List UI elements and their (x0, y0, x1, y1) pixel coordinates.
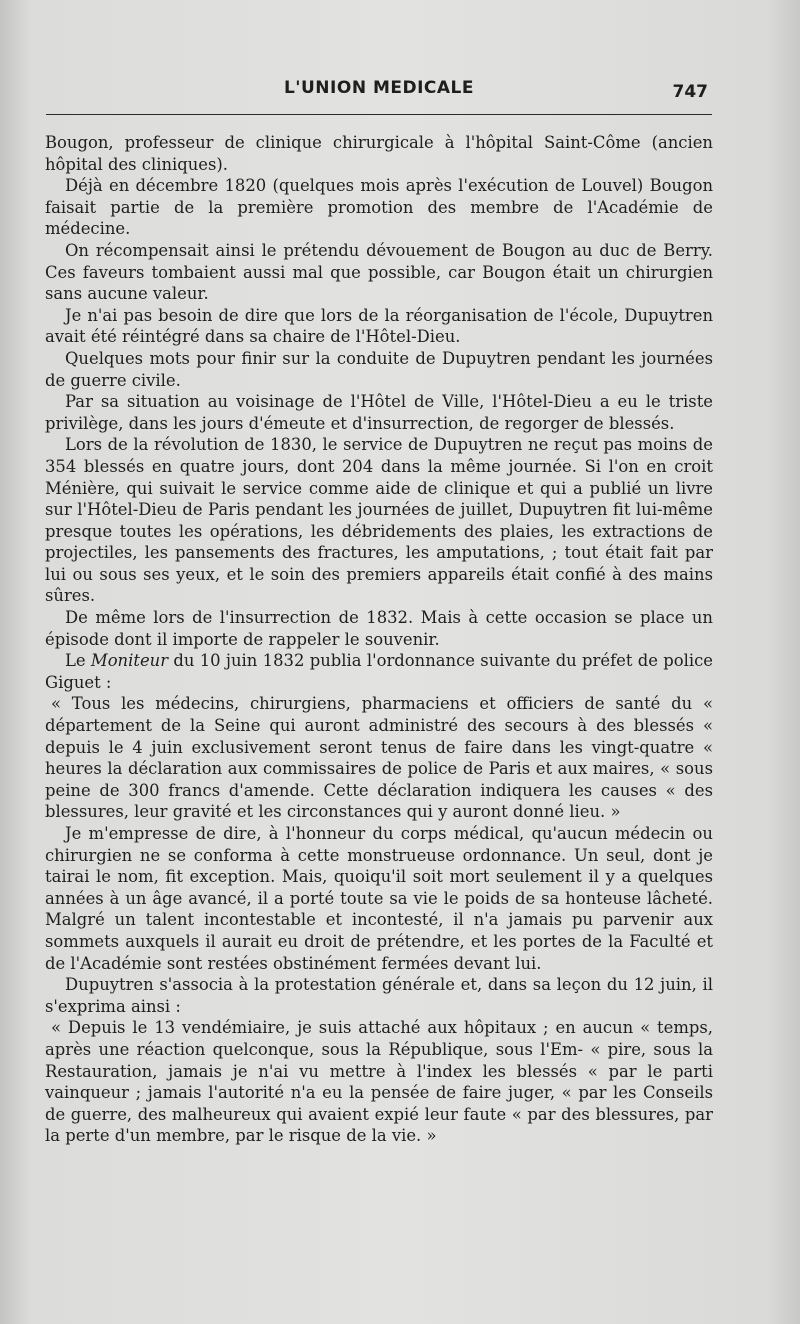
paragraph-5: Quelques mots pour finir sur la conduite de Dupuytren pendant les journées de guerre civile. (45, 348, 713, 390)
moniteur-title: Moniteur (90, 651, 169, 671)
running-title: L'UNION MEDICALE (283, 78, 475, 98)
dupuytren-quote: « Depuis le 13 vendémiaire, je suis attaché aux hôpitaux ; en aucun « temps, après une réaction quelconque, sous la République, sous l'Em- « pire, sous la Restauration, jamais je n'ai vu mettre à l'index les blessés « par le parti vainqueur ; jamais l'autorité n'a eu la pensée de faire juger, « par les Conseils de guerre, des malheureux qui avaient expié leur faute « par des blessures, par la perte d'un membre, par le risque de la vie. » (45, 1018, 713, 1146)
paragraph-6: Par sa situation au voisinage de l'Hôtel de Ville, l'Hôtel-Dieu a eu le triste privilège, dans les jours d'émeute et d'insurrection, de regorger de blessés. (45, 392, 713, 433)
paragraph-7: Lors de la révolution de 1830, le service de Dupuytren ne reçut pas moins de 354 blessés en quatre jours, dont 204 dans la même journée. Si l'on en croit Ménière, qui suivait le service comme aide de clinique et qui a publié un livre sur l'Hôtel-Dieu de Paris pendant les journées de juillet, Dupuytren fit lui-même presque toutes les opérations, les débridements des plaies, les extractions de projectiles, les pansements des fractures, les amputations, ; tout était fait par lui ou sous ses yeux, et le soin des premiers appareils était confié à des mains sûres. (45, 435, 713, 606)
header-rule (46, 114, 712, 115)
ordinance-quote: « Tous les médecins, chirurgiens, pharmaciens et officiers de santé du « département de la Seine qui auront administré des secours à des blessés « depuis le 4 juin exclusivement seront tenus de faire dans les vingt-quatre « heures la déclaration aux commissaires de police de Paris et aux maires, « sous peine de 300 francs d'amende. Cette déclaration indiquera les causes « des blessures, leur gravité et les circonstances qui y auront donné lieu. » (45, 694, 713, 822)
paragraph-3: On récompensait ainsi le prétendu dévouement de Bougon au duc de Berry. Ces faveurs tombaient aussi mal que possible, car Bougon était un chirurgien sans aucune valeur. (45, 240, 713, 304)
paragraph-2: Déjà en décembre 1820 (quelques mois après l'exécution de Louvel) Bougon faisait partie de la première promotion des membre de l'Académie de médecine. (45, 176, 713, 239)
paragraph-8: De même lors de l'insurrection de 1832. Mais à cette occasion se place un épisode dont il importe de rappeler le souvenir. (45, 608, 713, 649)
paragraph-1: Bougon, professeur de clinique chirurgicale à l'hôpital Saint-Côme (ancien hôpital des cliniques). (45, 133, 713, 174)
body-text (45, 132, 713, 1147)
page-header (46, 76, 712, 112)
moniteur-prefix: Le (65, 651, 91, 671)
paragraph-9-text: du 10 juin 1832 publia l'ordonnance suivante du préfet de police Giguet : (45, 651, 713, 692)
paragraph-11: Je m'empresse de dire, à l'honneur du corps médical, qu'aucun médecin ou chirurgien ne se conforma à cette monstrueuse ordonnance. Un seul, dont je tairai le nom, fit exception. Mais, quoiqu'il soit mort seulement il y a quelques années à un âge avancé, il a porté toute sa vie le poids de sa honteuse lâcheté. Malgré un talent incontestable et incontesté, il n'a jamais pu parvenir aux sommets auxquels il aurait eu droit de prétendre, et les portes de la Faculté et de l'Académie sont restées obstinément fermées devant lui. (45, 824, 713, 973)
paragraph-4: Je n'ai pas besoin de dire que lors de la réorganisation de l'école, Dupuytren avait été réintégré dans sa chaire de l'Hôtel-Dieu. (45, 305, 713, 347)
page-number: 747 (672, 82, 708, 102)
paragraph-9 (45, 650, 713, 693)
paragraph-12: Dupuytren s'associa à la protestation générale et, dans sa leçon du 12 juin, il s'exprima ainsi : (45, 975, 713, 1016)
